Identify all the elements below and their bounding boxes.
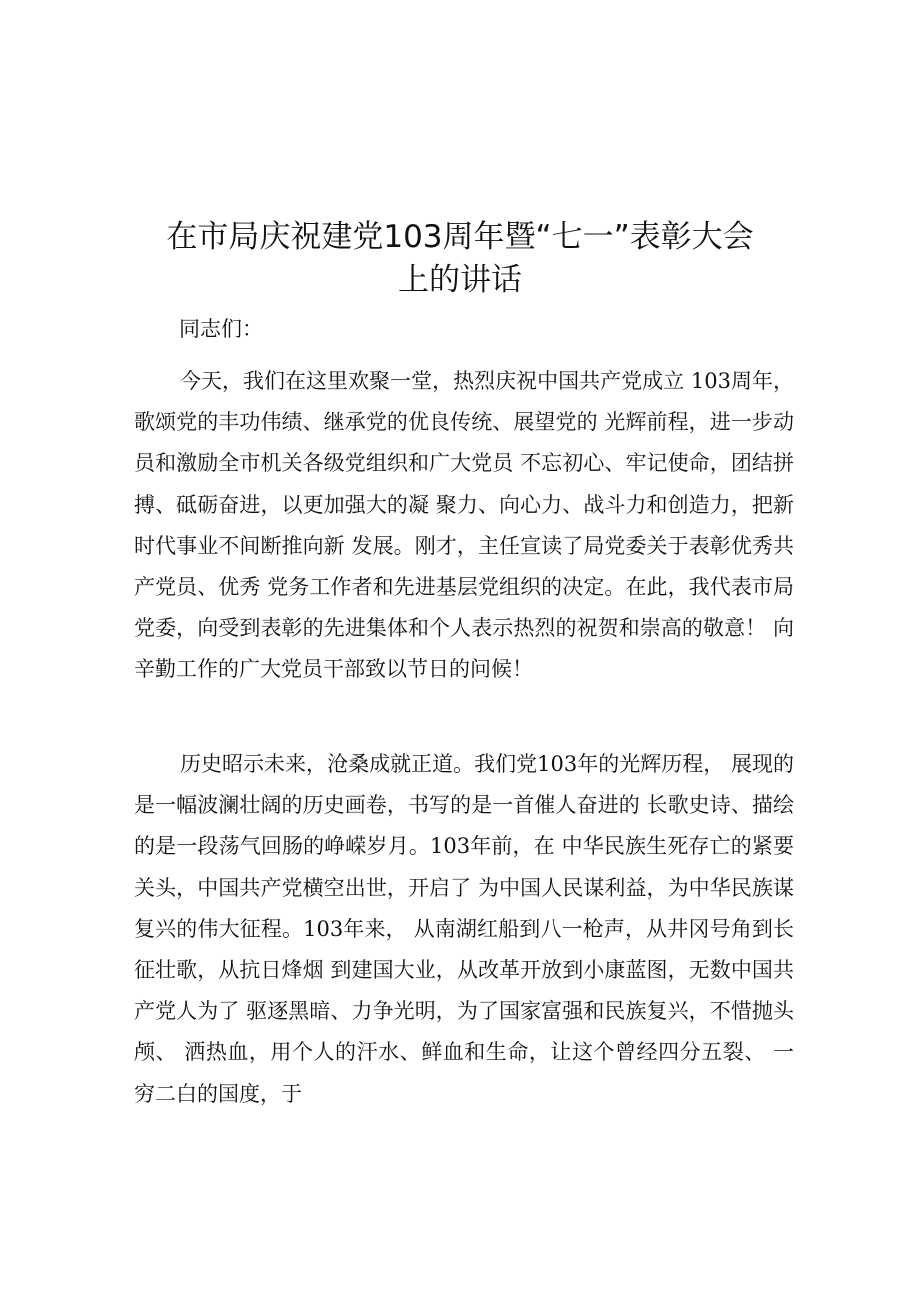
paragraph: 历史昭示未来，沧桑成就正道。我们党103年的光辉历程， 展现的是一幅波澜壮阔的历史画卷，书写的是一首催人奋进的 长歌史诗、描绘的是一段荡气回肠的峥嵘岁月。103年前，在 中华民族生死存亡的紧要关头，中国共产党横空出世，开启了 为中国人民谋利益，为中华民族谋复兴的伟大征程。103年来， 从南湖红船到八一枪声，从井冈号角到长征壮歌，从抗日烽烟 到建国大业，从改革开放到小康蓝图，无数中国共产党人为了 驱逐黑暗、力争光明，为了国家富强和民族复兴，不惜抛头颅、 洒热血，用个人的汗水、鲜血和生命，让这个曾经四分五裂、 一穷二白的国度，于 [134,752,794,1106]
document-title-line-1: 在市局庆祝建党103周年暨“七一”表彰大会 [166,219,754,255]
paragraph: 今天，我们在这里欢聚一堂，热烈庆祝中国共产党成立 103周年，歌颂党的丰功伟绩、继承党的优良传统、展望党的 光辉前程，进一步动员和激励全市机关各级党组织和广大党员 不忘初心、牢记使命，团结拼搏、砥砺奋进，以更加强大的凝 聚力、向心力、战斗力和创造力，把新时代事业不间断推向新 发展。刚才，主任宣读了局党委关于表彰优秀共产党员、优秀 党务工作者和先进基层党组织的决定。在此，我代表市局党委，向受到表彰的先进集体和个人表示热烈的祝贺和崇高的敬意！ 向辛勤工作的广大党员干部致以节日的问候！ [134,369,794,682]
document-title-line-2: 上的讲话 [398,262,522,298]
salutation: 同志们： [179,317,263,341]
